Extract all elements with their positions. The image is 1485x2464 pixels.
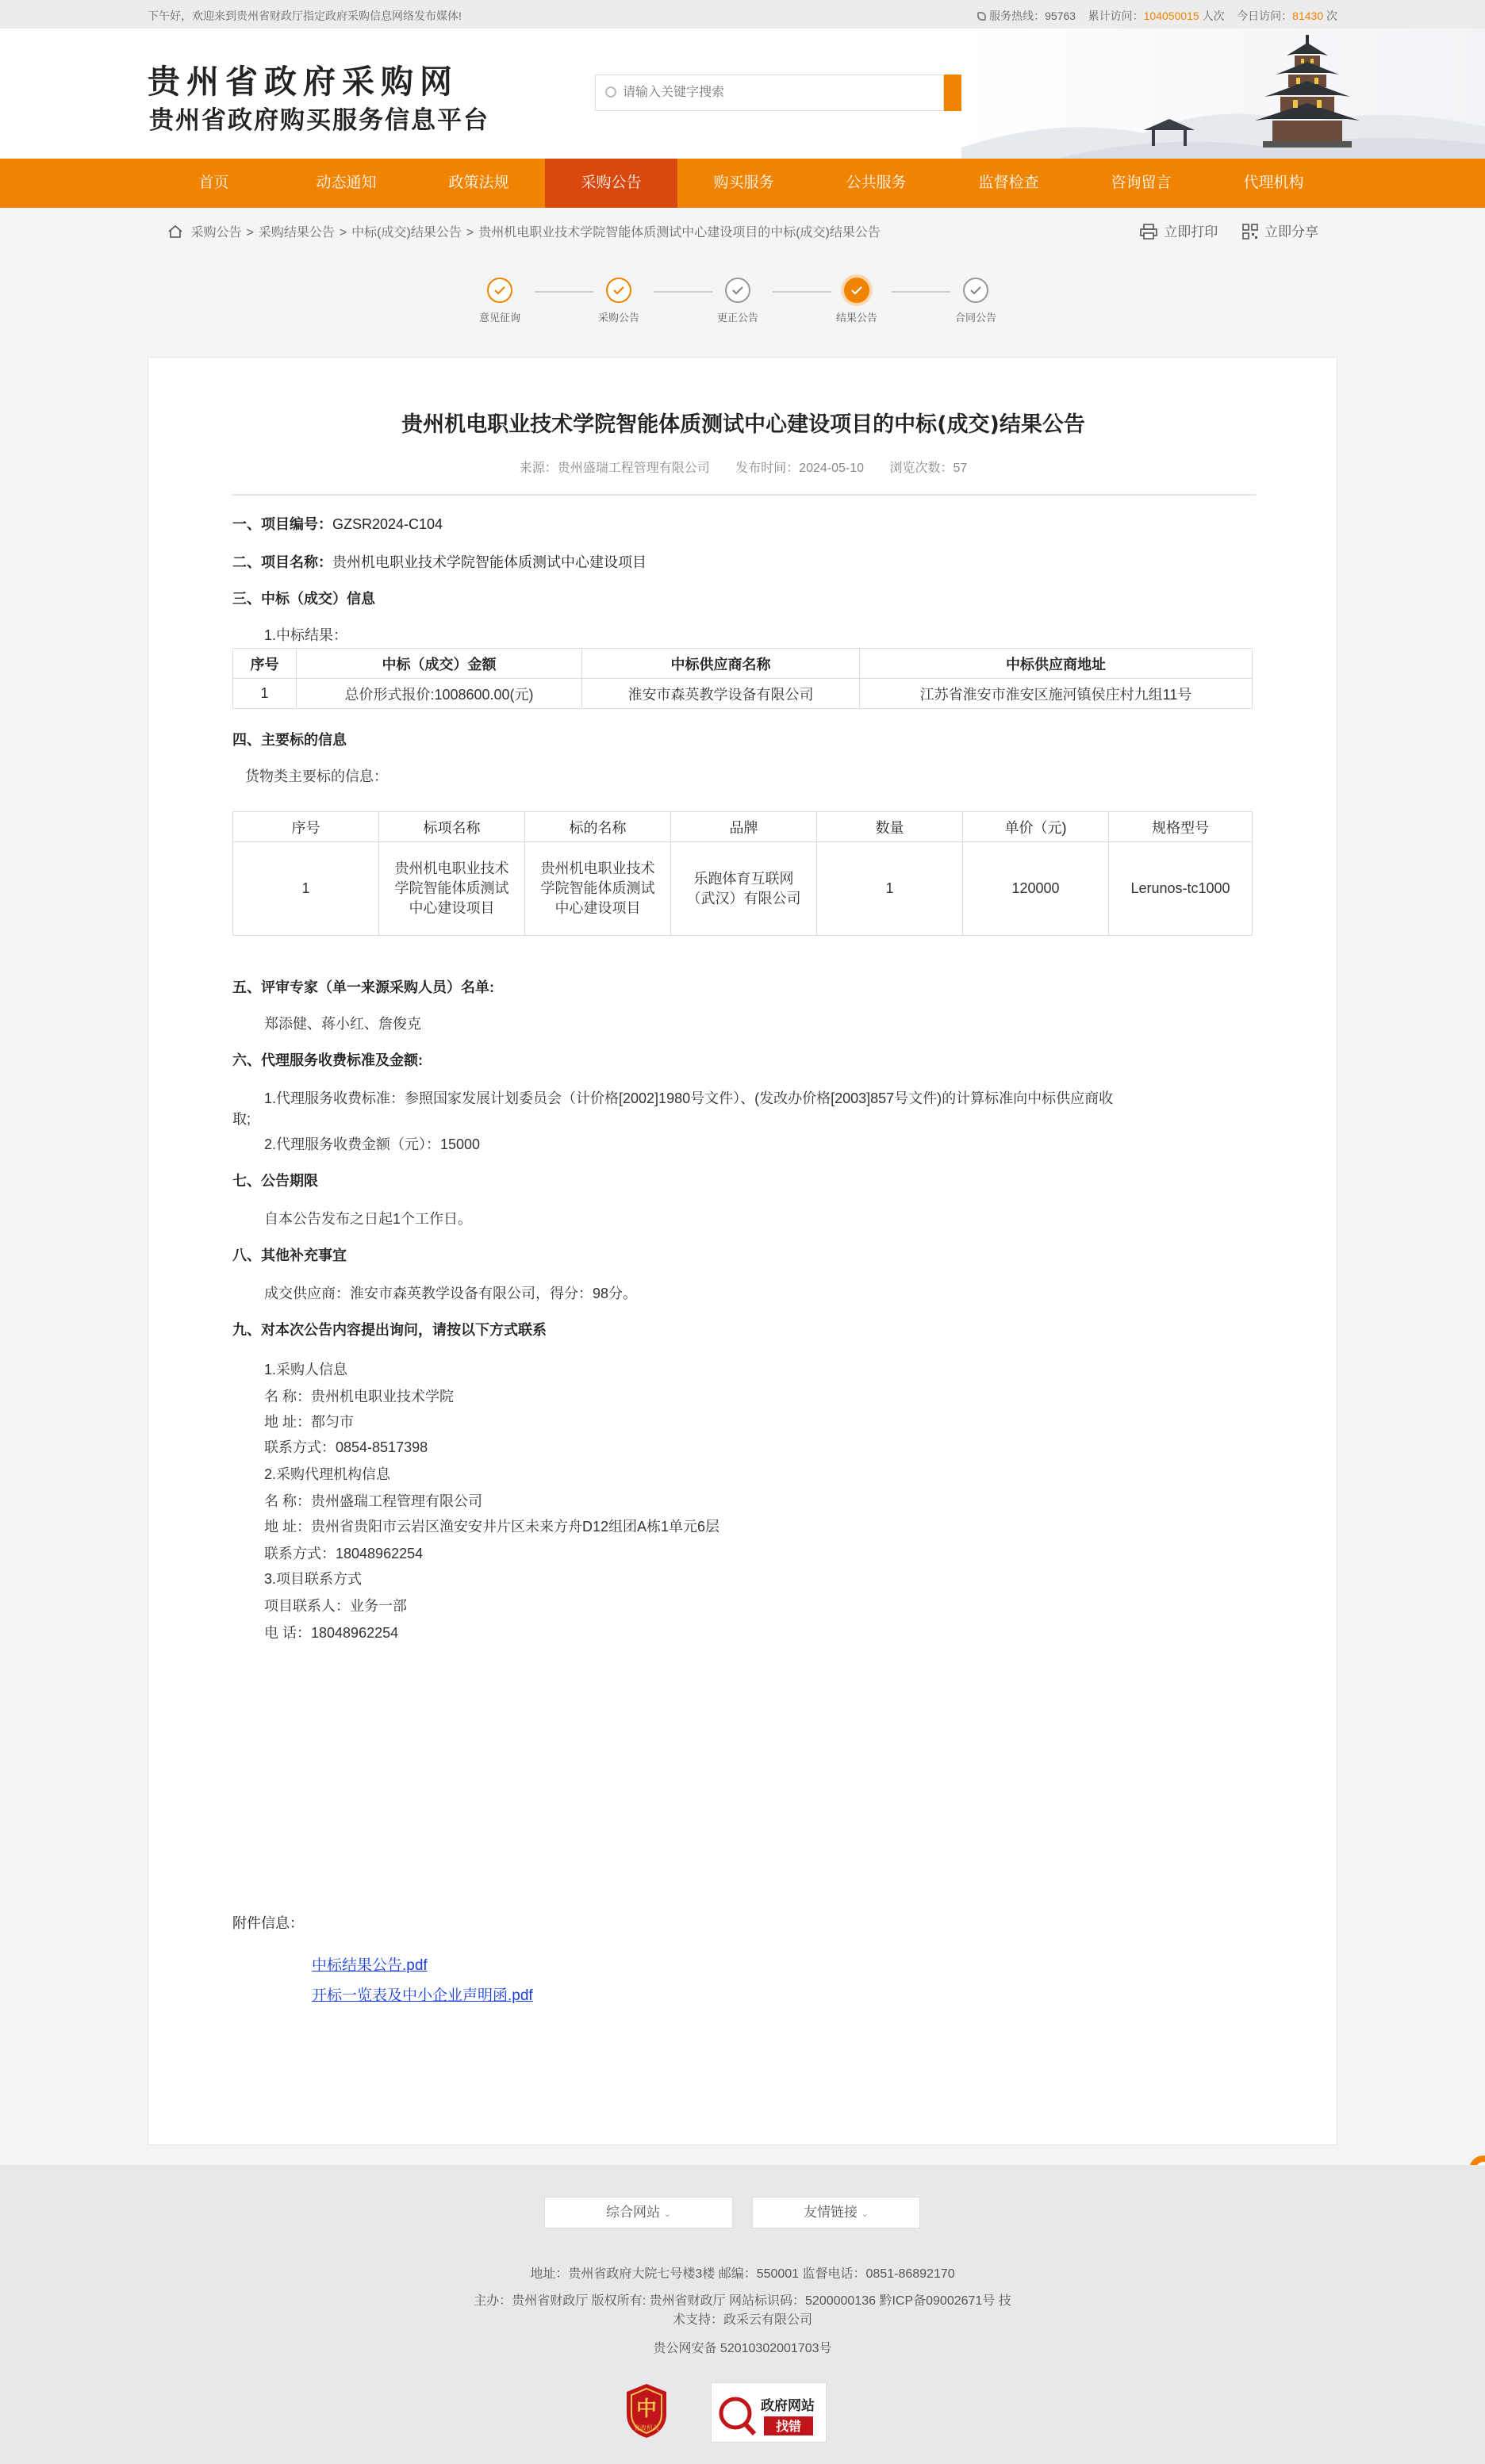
site-subtitle: 贵州省政府购买服务信息平台: [149, 106, 489, 135]
site-title[interactable]: 贵州省政府采购网: [148, 63, 459, 101]
fee-standard-cont: 取;: [232, 1111, 251, 1127]
contact-line: 名 称：贵州盛瑞工程管理有限公司: [264, 1493, 482, 1509]
chevron-down-icon: ⌄: [861, 2209, 869, 2219]
step-consultation[interactable]: 意见征询: [460, 278, 539, 324]
qrcode-icon: [1242, 224, 1258, 240]
attachment-link[interactable]: 中标结果公告.pdf: [312, 1957, 428, 1974]
nav-item-agency[interactable]: 代理机构: [1243, 174, 1304, 191]
pagoda-illustration: [961, 29, 1485, 159]
breadcrumb: 采购公告 > 采购结果公告 > 中标(成交)结果公告 > 贵州机电职业技术学院智能体质测试中心建设项目的中标(成交)结果公告: [168, 222, 881, 240]
footer-address: 地址：贵州省政府大院七号楼3楼 邮编：550001 监督电话：0851-86892170: [530, 2267, 955, 2281]
svg-text:政府网站: 政府网站: [761, 2398, 815, 2414]
step-correction[interactable]: 更正公告: [698, 278, 777, 324]
announcement-meta: [148, 458, 1338, 476]
check-icon: [844, 278, 869, 303]
main-nav: [0, 159, 1485, 208]
nav-item-supervision[interactable]: 监督检查: [978, 174, 1039, 191]
hotline-number: 95763: [1045, 10, 1076, 22]
fee-standard: 1.代理服务收费标准：参照国家发展计划委员会（计价格[2002]1980号文件）、(发改办价格[2003]857号文件)的计算标准向中标供应商收: [264, 1090, 1114, 1106]
nav-item-home[interactable]: 首页: [198, 174, 229, 191]
publish-date: 发布时间：2024-05-10: [735, 462, 865, 475]
section-supplement: 八、其他补充事宜: [232, 1247, 347, 1263]
announcement-title: 贵州机电职业技术学院智能体质测试中心建设项目的中标(成交)结果公告: [401, 412, 1085, 437]
section-main-items: 四、主要标的信息: [232, 732, 347, 748]
search-box: [595, 75, 944, 111]
section-award-info: 三、中标（成交）信息: [232, 591, 375, 607]
nav-item-procurement[interactable]: 采购公告: [545, 159, 677, 208]
contact-line: 联系方式：0854-8517398: [264, 1439, 428, 1455]
table-row: 1 总价形式报价:1008600.00(元) 淮安市森英教学设备有限公司 江苏省淮安市淮安区施河镇侯庄村九组11号: [233, 679, 1253, 709]
goods-label: 货物类主要标的信息：: [245, 768, 388, 784]
procurement-steps: [460, 278, 1031, 333]
contact-line: 项目联系人：业务一部: [264, 1598, 407, 1614]
gov-site-error-badge[interactable]: [711, 2382, 827, 2443]
supplement-text: 成交供应商：淮安市森英教学设备有限公司，得分：98分。: [264, 1286, 638, 1301]
check-icon: [725, 278, 750, 303]
divider: [232, 494, 1256, 496]
period-text: 自本公告发布之日起1个工作日。: [264, 1211, 473, 1227]
nav-item-public-service[interactable]: 公共服务: [846, 174, 907, 191]
section-period: 七、公告期限: [232, 1173, 318, 1189]
contact-line: 地 址：都匀市: [264, 1414, 355, 1430]
chevron-down-icon: ⌄: [663, 2209, 671, 2219]
step-procurement[interactable]: 采购公告: [579, 278, 658, 324]
svg-text:中: 中: [635, 2397, 658, 2421]
section-project-name: 二、项目名称：贵州机电职业技术学院智能体质测试中心建设项目: [232, 554, 647, 570]
table-row: 1 贵州机电职业技术学院智能体质测试中心建设项目 贵州机电职业技术学院智能体质测试中心建设项目 乐跑体育互联网（武汉）有限公司 1 120000 Lerunos-tc1000: [233, 842, 1253, 936]
award-result-label: 1.中标结果：: [264, 627, 348, 643]
footer-support: 术支持：政采云有限公司: [672, 2313, 812, 2327]
section-experts: 五、评审专家（单一来源采购人员）名单:: [232, 979, 494, 995]
contact-line: 名 称：贵州机电职业技术学院: [264, 1389, 454, 1404]
goods-table: 序号 标项名称 标的名称 品牌 数量 单价（元) 规格型号 1 贵州机电职业技术学院智能体质测试中心建设项目 贵州机电职业技术学院智能体质测试中心建设项目 乐跑体育互联网（武汉）有限公司 1 120000 Lerunos-tc1000: [232, 811, 1253, 936]
today-visits: 81430: [1292, 10, 1324, 22]
site-stats: 服务热线：95763 累计访问：104050015 人次 今日访问：81430 次: [977, 8, 1337, 24]
total-visits: 104050015: [1143, 10, 1199, 22]
search-input[interactable]: [623, 75, 932, 110]
printer-icon: [1140, 224, 1157, 240]
svg-text:找错: 找错: [775, 2419, 802, 2434]
top-bar: [0, 0, 1485, 29]
site-header: [0, 29, 1485, 159]
section-agency-fee: 六、代理服务收费标准及金额:: [232, 1052, 423, 1068]
welcome-text: 下午好，欢迎来到贵州省财政厅指定政府采购信息网络发布媒体!: [148, 10, 462, 22]
award-table: 序号 中标（成交）金额 中标供应商名称 中标供应商地址 1 总价形式报价:1008600.00(元) 淮安市森英教学设备有限公司 江苏省淮安市淮安区施河镇侯庄村九组11号: [232, 648, 1253, 709]
attachment-link[interactable]: 开标一览表及中小企业声明函.pdf: [312, 1987, 533, 2004]
contact-line: 电 话：18048962254: [264, 1625, 399, 1641]
check-icon: [606, 278, 631, 303]
breadcrumb-current: 贵州机电职业技术学院智能体质测试中心建设项目的中标(成交)结果公告: [478, 226, 881, 240]
breadcrumb-item[interactable]: 中标(成交)结果公告: [351, 226, 462, 240]
nav-item-news[interactable]: 动态通知: [316, 174, 377, 191]
friend-links-dropdown[interactable]: 友情链接 ⌄: [752, 2197, 920, 2228]
source: 来源：贵州盛瑞工程管理有限公司: [519, 462, 710, 475]
footer-copyright: 主办：贵州省财政厅 版权所有: 贵州省财政厅 网站标识码：5200000136 黔ICP备09002671号 技: [474, 2294, 1011, 2308]
view-count: 浏览次数：57: [889, 462, 968, 475]
nav-item-consult[interactable]: 咨询留言: [1111, 174, 1172, 191]
contact-line: 1.采购人信息: [264, 1362, 348, 1378]
svg-text:党政机关: 党政机关: [634, 2424, 659, 2431]
phone-icon: [977, 12, 986, 21]
announcement-card: [148, 357, 1337, 2145]
section-contact: 九、对本次公告内容提出询问，请按以下方式联系: [232, 1322, 547, 1338]
check-icon: [963, 278, 988, 303]
party-gov-badge[interactable]: [624, 2382, 670, 2439]
step-contract[interactable]: 合同公告: [936, 278, 1015, 324]
step-result[interactable]: 结果公告: [817, 278, 896, 324]
page-tools: [1119, 220, 1318, 240]
footer-record: 贵公网安备 52010302001703号: [653, 2342, 832, 2355]
expert-names: 郑添健、蒋小红、詹俊克: [264, 1016, 421, 1032]
home-icon[interactable]: [168, 225, 182, 238]
site-footer: [0, 2165, 1485, 2464]
check-icon: [487, 278, 512, 303]
fee-amount: 2.代理服务收费金额（元）：15000: [264, 1136, 481, 1152]
contact-line: 地 址：贵州省贵阳市云岩区渔安安井片区未来方舟D12组团A栋1单元6层: [264, 1519, 720, 1535]
site-select-dropdown[interactable]: 综合网站 ⌄: [544, 2197, 733, 2228]
nav-item-policy[interactable]: 政策法规: [448, 174, 509, 191]
share-button[interactable]: 立即分享: [1242, 224, 1318, 240]
search-icon: [605, 86, 616, 98]
breadcrumb-item[interactable]: 采购结果公告: [258, 226, 335, 240]
attachments-label: 附件信息：: [232, 1915, 304, 1931]
section-project-code: 一、项目编号：GZSR2024-C104: [232, 516, 443, 532]
breadcrumb-item[interactable]: 采购公告: [190, 226, 242, 240]
contact-line: 3.项目联系方式: [264, 1571, 363, 1587]
nav-item-purchase-service[interactable]: 购买服务: [713, 174, 774, 191]
contact-line: 2.采购代理机构信息: [264, 1466, 391, 1482]
contact-line: 联系方式：18048962254: [264, 1546, 424, 1562]
print-button[interactable]: 立即打印: [1140, 224, 1222, 240]
